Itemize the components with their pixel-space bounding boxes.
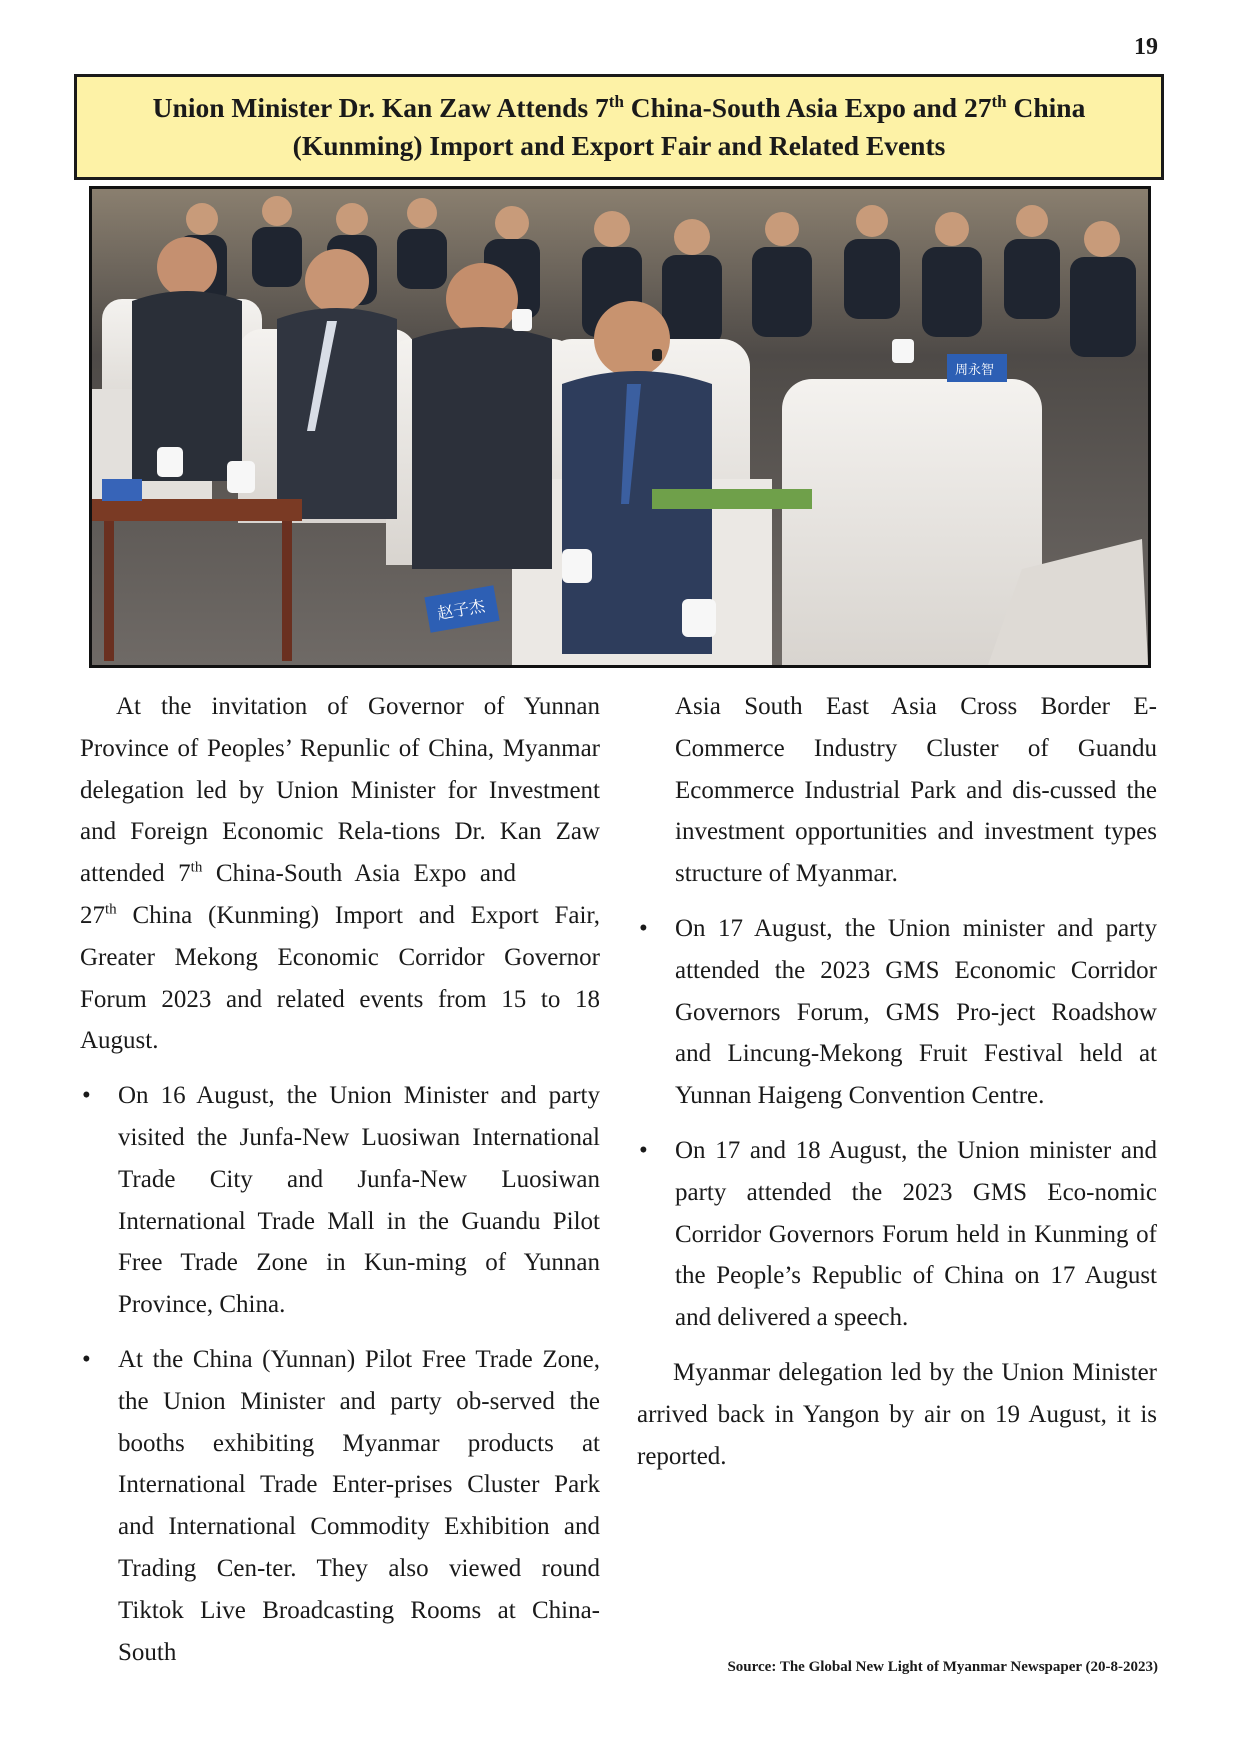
right-bullet-list (637, 908, 1157, 1339)
source-credit: Source: The Global New Light of Myanmar Newspaper (20-8-2023) (727, 1659, 1158, 1675)
page-number: 19 (1134, 34, 1158, 60)
title-line-2: (Kunming) Import and Export Fair and Related Events (292, 130, 946, 161)
bullet-icon: • (639, 1136, 648, 1164)
intro-paragraph: At the invitation of Governor of Yunnan Province of Peoples’ Repunlic of China, Myanmar delegation led by Union Minister for Investment and Foreign Economic Rela-tions Dr. Kan Zaw attended 7th China-South Asia Expo and27th China (Kunming) Import and Export Fair, Greater Mekong Economic Corridor Governor Forum 2023 and related events from 15 to 18 August. (80, 693, 600, 1055)
title-line-1: Union Minister Dr. Kan Zaw Attends 7th China-South Asia Expo and 27th China (152, 91, 1086, 123)
bullet-item: • On 17 August, the Union minister and party attended the 2023 GMS Economic Corridor Governors Forum, GMS Pro-ject Roadshow and Lincung-Mekong Fruit Festival held at Yunnan Haigeng Convention Centre. (637, 908, 1157, 1117)
bullet-icon: • (82, 1082, 91, 1110)
left-column (80, 686, 600, 1673)
bullet-item: • At the China (Yunnan) Pilot Free Trade Zone, the Union Minister and party ob-served the booths exhibiting Myanmar products at International Trade Enter-prises Cluster Park and International Commodity Exhibition and Trading Cen-ter. They also viewed round Tiktok Live Broadcasting Rooms at China-South (80, 1339, 600, 1673)
conference-photo-illustration (92, 189, 1148, 665)
name-card-1-text: 赵子杰 (435, 596, 487, 624)
bullet-icon: • (639, 914, 648, 942)
article-title (74, 74, 1164, 180)
left-bullet-list (80, 1075, 600, 1673)
name-card-2-text: 周永智 (955, 363, 995, 378)
bullet-continuation: Asia South East Asia Cross Border E-Commerce Industry Cluster of Guandu Ecommerce Industrial Park and dis-cussed the investment opportunities and investment types structure of Myanmar. (675, 693, 1157, 888)
right-column (637, 686, 1157, 1477)
conference-photo (89, 186, 1151, 668)
closing-paragraph: Myanmar delegation led by the Union Minister arrived back in Yangon by air on 19 August, it is reported. (637, 1358, 1157, 1470)
bullet-item: • On 16 August, the Union Minister and party visited the Junfa-New Luosiwan International Trade City and Junfa-New Luosiwan International Trade Mall in the Guandu Pilot Free Trade Zone in Kun-ming of Yunnan Province, China. (80, 1075, 600, 1326)
bullet-icon: • (82, 1345, 91, 1373)
bullet-item: • On 17 and 18 August, the Union minister and party attended the 2023 GMS Eco-nomic Corridor Governors Forum held in Kunming of the People’s Republic of China on 17 August and delivered a speech. (637, 1130, 1157, 1339)
